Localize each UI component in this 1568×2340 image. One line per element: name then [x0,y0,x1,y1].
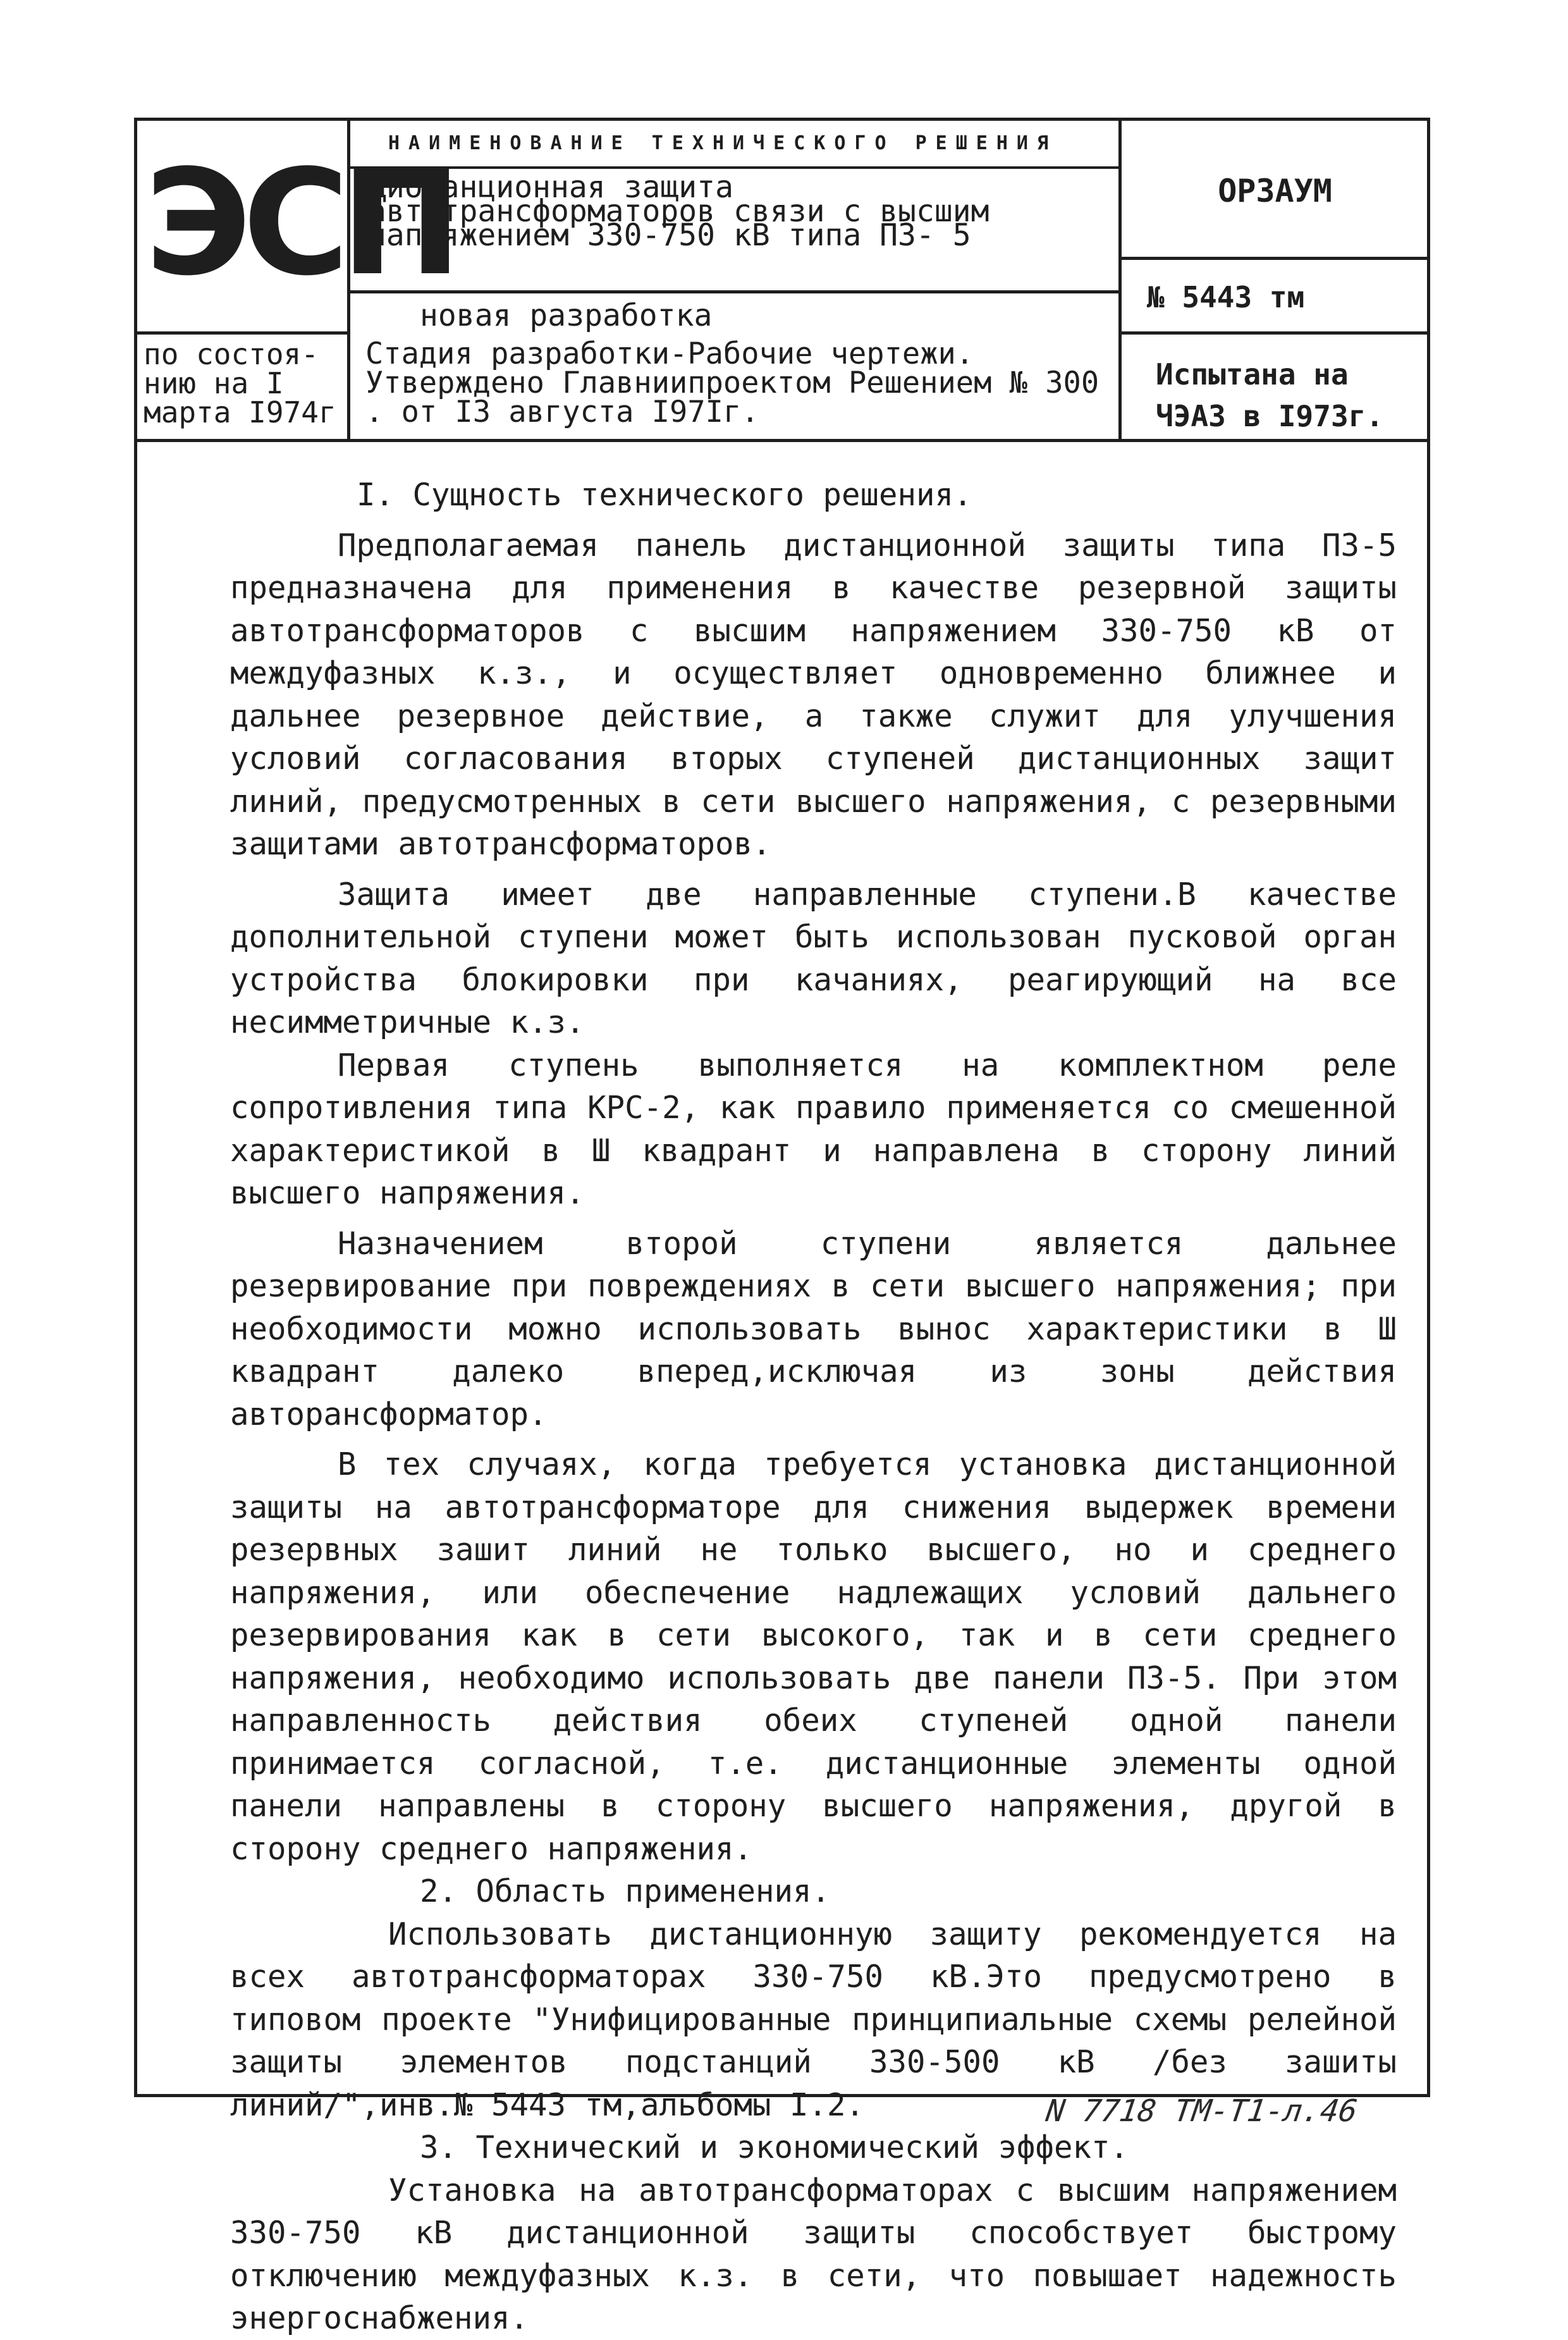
stage-cell [350,335,1122,442]
paragraph: Первая ступень выполняется на комплектном реле сопротивления типа КРС-2, как правило применяется со смешенной характеристикой в Ш квадрант и направлена в сторону линий высшего напряжения. [230,1047,1397,1211]
section-2-heading: 2. Область применения. [420,1873,831,1909]
paragraph: Защита имеет две направленные ступени.В качестве дополнительной ступени может быть использован пусковой орган устройства блокировки при качаниях, реагирующий на все несимметричные к.з. [230,876,1397,1040]
paragraph: Предполагаемая панель дистанционной защиты типа ПЗ-5 предназначена для применения в качестве резервной защиты автотрансформаторов с высшим напряжением 330-750 кВ от междуфазных к.з., и осуществляет одновременно ближнее и дальнее резервное действие, а также служит для улучшения условий согласования вторых ступеней дистанционных защит линий, предусмотренных в сети высшего напряжения, с резервными защитами автотрансформаторов. [230,527,1397,862]
name-cell [350,121,1122,335]
divider [350,290,1118,293]
logo-cell [137,121,454,335]
section-1-heading: I. Сущность технического решения. [357,477,972,513]
document-body [230,474,1397,2340]
organization-cell [1122,121,1428,260]
document-number: № 5443 тм [1147,280,1305,314]
tested-note: Испытана на ЧЭАЗ в I973г. [1156,357,1384,433]
number-cell [1122,260,1428,335]
organization: ОРЗАУМ [1218,173,1332,209]
esp-logo: ЭСП [145,139,454,308]
paragraph: Использовать дистанционную защиту рекомендуется на всех автотрансформаторах 330-750 кВ.Это предусмотрено в типовом проекте "Унифицированные принципиальные схемы релейной защиты элементов подстанций 330-500 кВ /без зашиты линий/",инв.№ 5443 тм,альбомы I.2. [230,1916,1397,2123]
solution-subtitle: новая разработка [420,298,713,333]
development-stage: Стадия разработки-Рабочие чертежи. Утверждено Главниипроектом Решением № 300 . от I3 августа I97Iг. [365,336,1099,429]
paragraph: В тех случаях, когда требуется установка дистанционной защиты на автотрансформаторе для снижения выдержек времени резервных зашит линий не только высшего, но и среднего напряжения, или обеспечение надлежащих условий дальнего резервирования как в сети высокого, так и в сети среднего напряжения, необходимо использовать две панели ПЗ-5. При этом направленность действия обеих ступеней одной панели принимается согласной, т.е. дистанционные элементы одной панели направлены в сторону высшего напряжения, другой в сторону среднего напряжения. [230,1446,1397,1867]
divider [350,166,1118,169]
paragraph: Назначением второй ступени является дальнее резервирование при повреждениях в сети высшего напряжения; при необходимости можно использовать вынос характеристики в Ш квадрант далеко вперед,исключая из зоны действия авторансформатор. [230,1225,1397,1432]
name-caption: НАИМЕНОВАНИЕ ТЕХНИЧЕСКОГО РЕШЕНИЯ [388,132,1058,154]
title-block [137,121,1427,442]
state-date-cell [137,335,350,442]
tested-cell [1122,335,1428,442]
handwritten-reference: N 7718 ТМ-Т1-л.46 [1044,2093,1360,2129]
section-3-heading: 3. Технический и экономический эффект. [420,2129,1129,2165]
state-date: по состоя- нию на I марта I974г [144,337,336,429]
solution-title: Диотанционная защита автотрансформаторов связи с высшим напряжением 330-750 кВ типа ПЗ- 5 [368,169,989,253]
paragraph: Установка на автотрансформаторах с высшим напряжением 330-750 кВ дистанционной защиты способствует быстрому отключению междуфазных к.з. в сети, что повышает надежность энергоснабжения. [230,2172,1397,2336]
